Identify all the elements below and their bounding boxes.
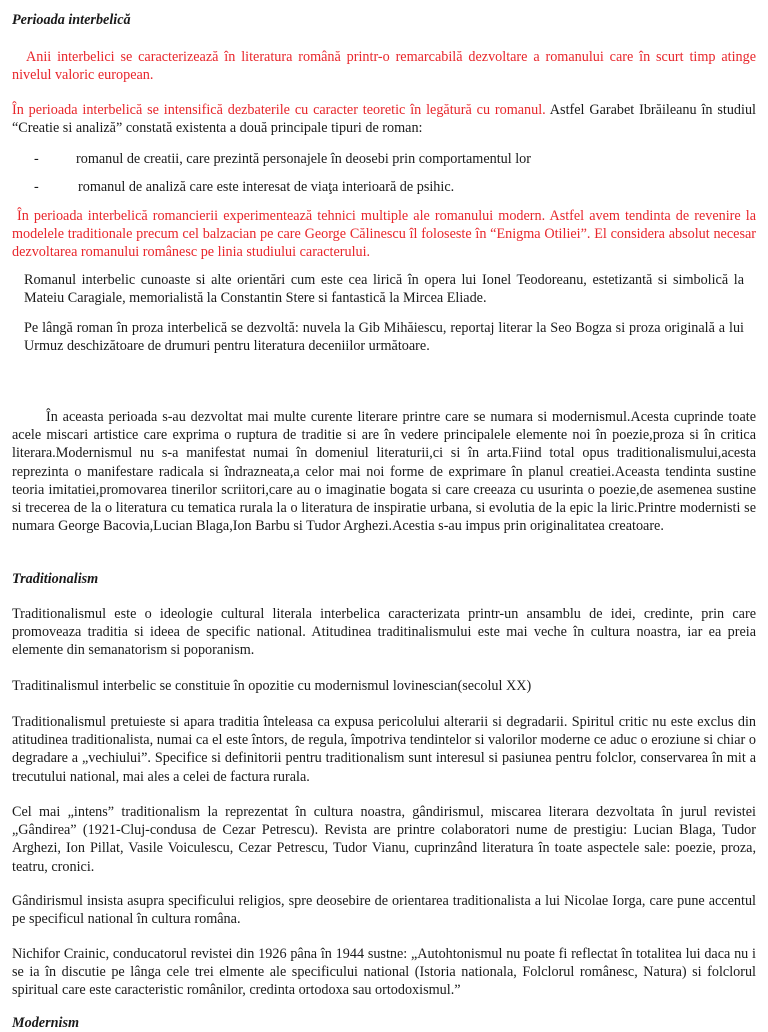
list-item (34, 178, 734, 196)
dezbateri-rest-text: Astfel Garabet Ibrăileanu în studiul “Creatie si analiză” constată existenta a două principale tipuri de roman: (12, 102, 756, 137)
traditionalism-paragraph: Gândirismul insista asupra specificului religios, spre deosebire de orientarea traditionalista a lui Nicolae Iorga, care pune accentul pe specificul national în cultura româna. (12, 893, 756, 928)
traditionalism-paragraph: Cel mai „intens” traditionalism la reprezentat în cultura noastra, gândirismul, miscarea literara dezvoltata în jurul revistei „Gândirea” (1921-Cluj-condusa de Cezar Petrescu). Revista are printre colaboratori nume de prestigiu: Lucian Blaga, Tudor Arghezi, Ion Pillat, Vasile Voiculescu, Cezar Petrescu, Tudor Vianu, cuprinzând literatura în toate aspectele sale: poezie, proza, teatru, cronici. (12, 804, 756, 875)
list-item-text: romanul de creatii, care prezintă personajele în deosebi prin comportamentul lor (76, 151, 531, 167)
list-item-text: romanul de analiză care este interesat de viaţa interioară de psihic. (78, 179, 455, 195)
traditionalism-paragraph: Traditionalismul pretuieste si apara traditia înteleasa ca expusa pericolului alterarii si degradarii. Spiritul critic nu este exclus din atitudinea traditionalista, numai ca el este întors, de regula, împotriva tendintelor si valorilor moderne ce aduc o eroziune si chiar o degradare a „vechiului”. Specifice si definitorii pentru traditionalism sunt interesul si pasiunea pentru folclor, conservarea în mit a trecutului national, mai ales a celei de factura rurala. (12, 714, 756, 785)
section-title-modernism: Modernism (12, 1015, 80, 1031)
traditionalism-paragraph: Traditionalismul este o ideologie cultural literala interbelica caracterizata printr-un ansamblu de idei, credinte, prin care promoveaza traditia si ideea de specific national. Atitudinea traditinalismului este mai veche în cultura noastra, iar ea preia elemente din semanatorism si poporanism. (12, 606, 756, 659)
section-title-traditionalism: Traditionalism (12, 571, 99, 587)
paragraph-orientari: Romanul interbelic cunoaste si alte orientări cum este cea lirică în opera lui Ionel Teodoreanu, estetizantă si simbolică la Mateiu Caragiale, memorialistă la Constantin Stere si fantastică la Mircea Eliade. (24, 272, 744, 307)
traditionalism-paragraph: Nichifor Crainic, conducatorul revistei din 1926 pâna în 1944 sustne: „Autohtonismul nu poate fi reflectat în totalitea lui daca nu i se ia în discutie pe lânga cele trei elmente ale specificului national (Istoria nationala, Folclorul românesc, Natura) si folclorul spiritual care este caracteristic românilor, credinta ortodoxa sau ortodoxismul.” (12, 946, 756, 999)
dezbateri-red-text: În perioada interbelică se intensifică dezbaterile cu caracter teoretic în legătură cu romanul. (12, 102, 546, 118)
list-item (34, 150, 734, 168)
list-dash: - (34, 151, 39, 167)
paragraph-dezbateri (12, 101, 756, 137)
list-dash: - (34, 179, 39, 195)
traditionalism-paragraph: Traditinalismul interbelic se constituie în opozitie cu modernismul lovinescian(secolul XX) (12, 678, 532, 694)
paragraph-proza: Pe lângă roman în proza interbelică se dezvoltă: nuvela la Gib Mihăiescu, reportaj literar la Seo Bogza si proza originală a lui Urmuz deschizătoare de drumuri pentru literatura deceniilor următoare. (24, 320, 744, 355)
section-title-perioada: Perioada interbelică (12, 12, 131, 28)
intro-paragraph: Anii interbelici se caracterizează în literatura română printr-o remarcabilă dezvoltare a romanului care în scurt timp atinge nivelul valoric european. (12, 49, 756, 84)
paragraph-modernism-intro: În aceasta perioada s-au dezvoltat mai multe curente literare printre care se numara si modernismul.Acesta cuprinde toate acele miscari artistice care exprima o ruptura de traditie si are în vedere principalele elemente noi în poezie,proza si în critica literara.Modernismul nu s-a manifestat numai în domeniul literaturii,ci si în arta.Fiind total opus traditionalismului,acesta reprezinta o manifestare radicala si îndrazneata,a celor mai noi forme de exprimare în planul creatiei.Aceasta tendinta sustine teoria imitatiei,promovarea tinerilor scriitori,care au o imaginatie bogata si care creeaza cu usurinta o poezie,de asemenea sustine si trecerea de la o literatura cu tematica rurala la o literatura de inspiratie urbana, si evolutia de la epic la liric.Printre modernisti se numara George Bacovia,Lucian Blaga,Ion Barbu si Tudor Arghezi.Acestia s-au impus prin originalitatea creatoare. (12, 409, 756, 535)
paragraph-romancieri: În perioada interbelică romancierii experimentează tehnici multiple ale romanului modern. Astfel avem tendinta de revenire la modelele traditionale precum cel balzacian pe care George Călinescu îl foloseste în “Enigma Otiliei”. El considera absolut necesar dezvoltarea romanului românesc pe linia studiului caracterului. (12, 208, 756, 261)
